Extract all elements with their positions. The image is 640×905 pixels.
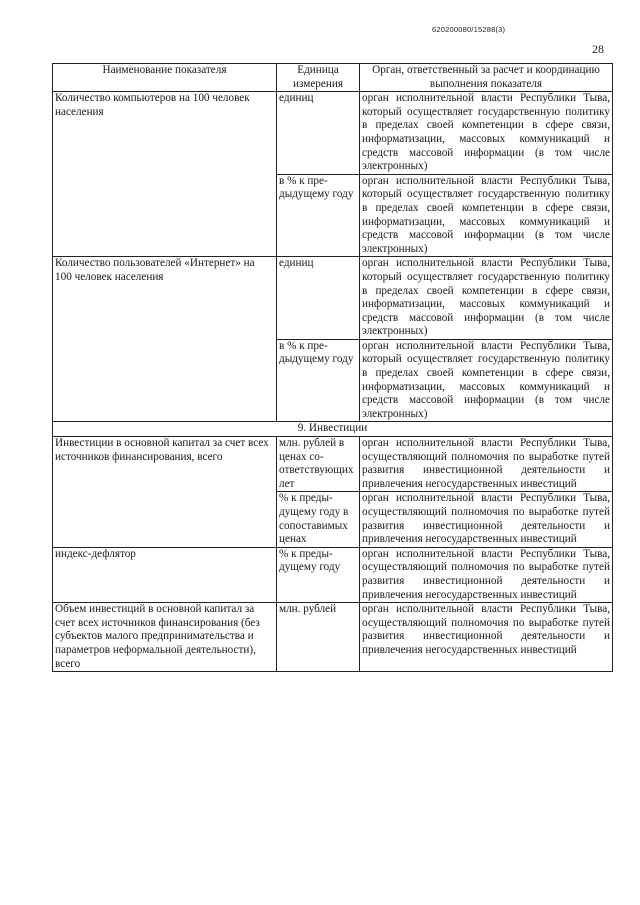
indicator-name-cell: Количество компьютеров на 100 человек населения — [53, 92, 277, 257]
page-number: 28 — [592, 42, 604, 56]
header-responsible-organ: Орган, ответственный за расчет и координацию выполнения показателя — [360, 64, 613, 92]
responsible-organ-cell: орган исполнительной власти Республики Тыва, который осуществляет государственную политику в пределах своей компетенции в сфере связи, информатизации, массовых коммуникаций и средств массовой информации (в том числе электронных) — [360, 339, 613, 422]
table-header-row — [53, 64, 613, 92]
indicator-name-cell: Количество пользователей «Интернет» на 100 человек населения — [53, 257, 277, 422]
indicator-name-cell: индекс-дефлятор — [53, 547, 277, 602]
unit-cell: в % к предыдущему году — [277, 174, 360, 257]
unit-cell: в % к предыдущему году — [277, 339, 360, 422]
unit-cell: млн. рублей в ценах соответствующих лет — [277, 437, 360, 492]
header-unit: Единица измерения — [277, 64, 360, 92]
responsible-organ-cell: орган исполнительной власти Республики Тыва, осуществляющий полномочия по выработке путей развития инвестиционной деятельности и привлечения негосударственных инвестиций — [360, 547, 613, 602]
table-row — [53, 437, 613, 492]
section-title: 9. Инвестиции — [53, 422, 613, 437]
table-row — [53, 257, 613, 340]
responsible-organ-cell: орган исполнительной власти Республики Тыва, осуществляющий полномочия по выработке путей развития инвестиционной деятельности и привлечения негосударственных инвестиций — [360, 603, 613, 672]
table-row — [53, 92, 613, 175]
unit-cell: % к предыдущему году в сопоставимых ценах — [277, 492, 360, 547]
responsible-organ-cell: орган исполнительной власти Республики Тыва, осуществляющий полномочия по выработке путей развития инвестиционной деятельности и привлечения негосударственных инвестиций — [360, 492, 613, 547]
indicator-name-cell: Объем инвестиций в основной капитал за счет всех источников финансирования (без субъектов малого предпринимательства и параметров неформальной деятельности), всего — [53, 603, 277, 672]
unit-cell: млн. рублей — [277, 603, 360, 672]
table-row — [53, 603, 613, 672]
responsible-organ-cell: орган исполнительной власти Республики Тыва, который осуществляет государственную политику в пределах своей компетенции в сфере связи, информатизации, массовых коммуникаций и средств массовой информации (в том числе электронных) — [360, 92, 613, 175]
indicator-name-cell: Инвестиции в основной капитал за счет всех источников финансирования, всего — [53, 437, 277, 548]
unit-cell: единиц — [277, 257, 360, 340]
unit-cell: единиц — [277, 92, 360, 175]
responsible-organ-cell: орган исполнительной власти Республики Тыва, осуществляющий полномочия по выработке путей развития инвестиционной деятельности и привлечения негосударственных инвестиций — [360, 437, 613, 492]
header-indicator-name: Наименование показателя — [53, 64, 277, 92]
responsible-organ-cell: орган исполнительной власти Республики Тыва, который осуществляет государственную политику в пределах своей компетенции в сфере связи, информатизации, массовых коммуникаций и средств массовой информации (в том числе электронных) — [360, 257, 613, 340]
responsible-organ-cell: орган исполнительной власти Республики Тыва, который осуществляет государственную политику в пределах своей компетенции в сфере связи, информатизации, массовых коммуникаций и средств массовой информации (в том числе электронных) — [360, 174, 613, 257]
document-registration-code: 620200080/15288(3) — [432, 25, 506, 34]
unit-cell: % к предыдущему году — [277, 547, 360, 602]
indicators-table — [52, 63, 613, 672]
section-row — [53, 422, 613, 437]
table-row — [53, 547, 613, 602]
